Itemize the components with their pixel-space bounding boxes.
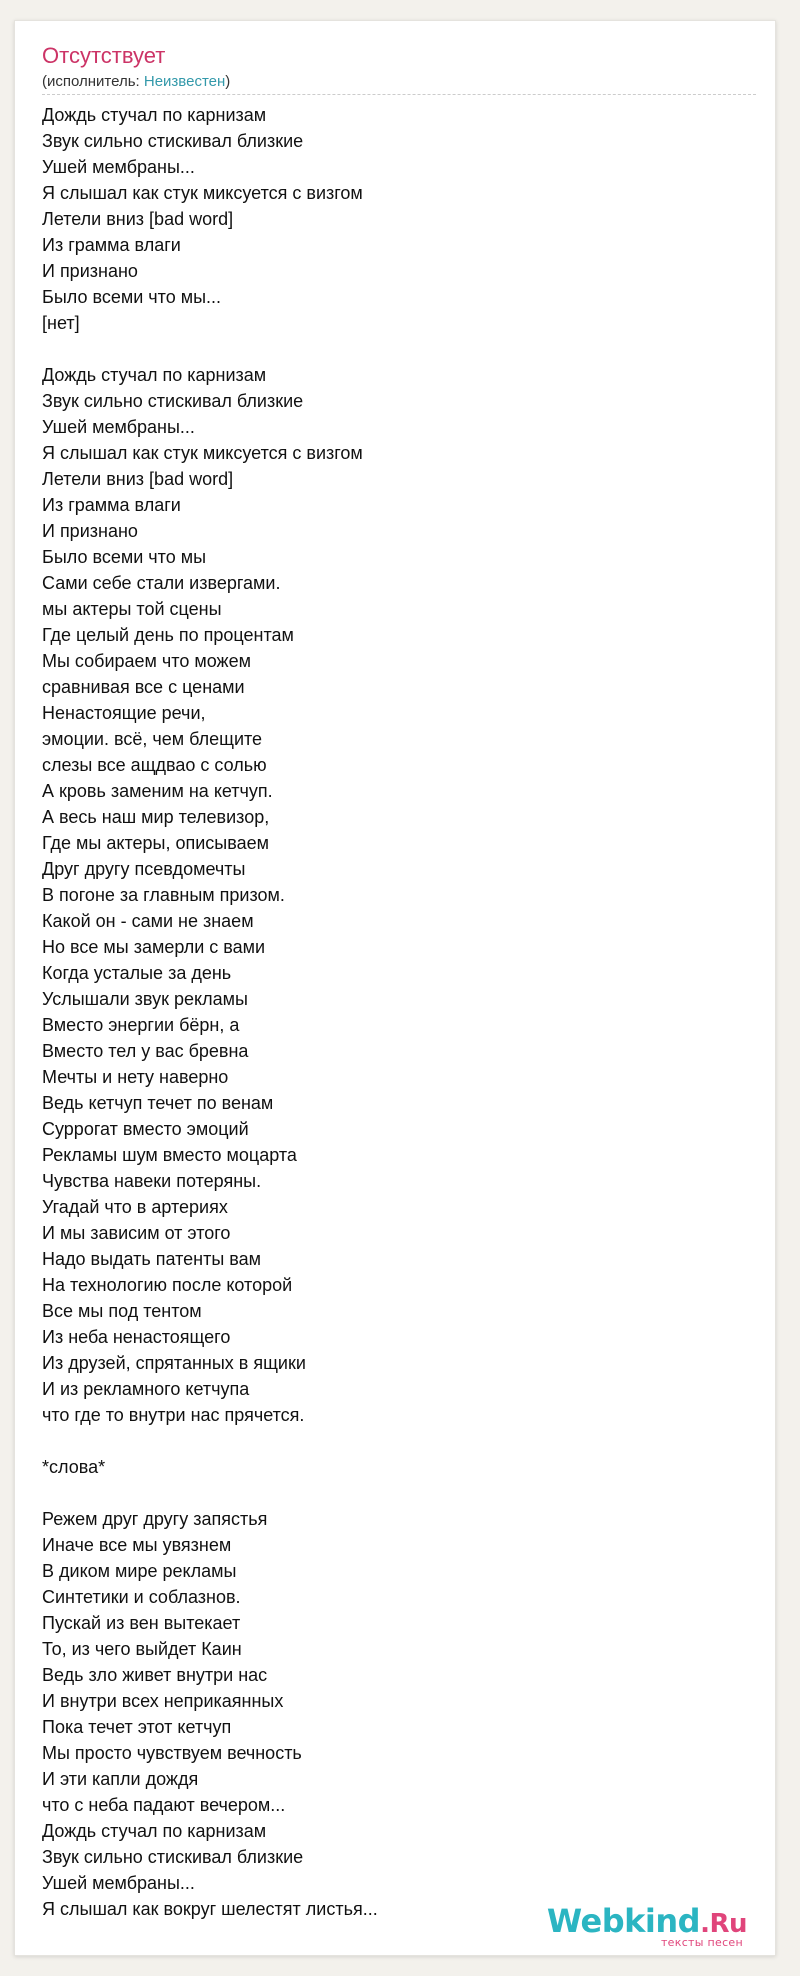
artist-prefix: (исполнитель: xyxy=(42,73,144,90)
lyric-line: Синтетики и соблазнов. xyxy=(42,1587,241,1607)
artist-suffix: ) xyxy=(225,73,231,90)
lyric-line: Надо выдать патенты вам xyxy=(42,1249,262,1269)
lyric-line: В погоне за главным призом. xyxy=(42,885,285,905)
lyric-line: *слова* xyxy=(42,1457,106,1477)
lyric-line: [нет] xyxy=(42,313,80,333)
lyric-line: Звук сильно стискивал близкие xyxy=(42,391,304,411)
lyric-line: А весь наш мир телевизор, xyxy=(42,807,270,827)
lyric-line: И внутри всех неприкаянных xyxy=(42,1691,284,1711)
lyric-line: Из неба ненастоящего xyxy=(42,1327,231,1347)
lyric-line: И мы зависим от этого xyxy=(42,1223,231,1243)
lyric-line: Рекламы шум вместо моцарта xyxy=(42,1145,297,1165)
lyric-line: Я слышал как стук миксуется с визгом xyxy=(42,183,363,203)
lyric-line: Дождь стучал по карнизам xyxy=(42,1821,267,1841)
logo-main-text: Webkind xyxy=(546,1902,701,1940)
lyric-line: Ушей мембраны... xyxy=(42,157,195,177)
lyric-line: Режем друг другу запястья xyxy=(42,1509,268,1529)
lyric-line: Летели вниз [bad word] xyxy=(42,469,234,489)
lyric-line: Летели вниз [bad word] xyxy=(42,209,234,229)
header-divider xyxy=(42,94,756,95)
artist-link[interactable]: Неизвестен xyxy=(143,73,226,90)
lyric-line: Пускай из вен вытекает xyxy=(42,1613,241,1633)
lyric-line: Мы просто чувствуем вечность xyxy=(42,1743,302,1763)
lyrics-text xyxy=(42,102,742,1922)
lyric-line: Ведь зло живет внутри нас xyxy=(42,1665,268,1685)
lyric-line: Все мы под тентом xyxy=(42,1301,202,1321)
lyric-line: Ненастоящие речи, xyxy=(42,703,206,723)
lyric-line: Но все мы замерли с вами xyxy=(42,937,266,957)
lyric-line xyxy=(42,336,742,362)
lyric-line: слезы все ащдвао с солью xyxy=(42,755,267,775)
content-card xyxy=(14,20,776,1956)
lyric-line: Иначе все мы увязнем xyxy=(42,1535,232,1555)
lyric-line: Дождь стучал по карнизам xyxy=(42,365,267,385)
lyric-line: Ушей мембраны... xyxy=(42,417,195,437)
lyric-line: И признано xyxy=(42,261,138,281)
song-title: Отсутствует xyxy=(42,43,166,68)
lyric-line: Я слышал как стук миксуется с визгом xyxy=(42,443,363,463)
lyric-line: И из рекламного кетчупа xyxy=(42,1379,250,1399)
lyric-line: Из грамма влаги xyxy=(42,495,181,515)
lyric-line: что с неба падают вечером... xyxy=(42,1795,286,1815)
lyric-line: сравнивая все с ценами xyxy=(42,677,245,697)
lyric-line xyxy=(42,1480,742,1506)
lyric-line: В диком мире рекламы xyxy=(42,1561,237,1581)
lyric-line: Из грамма влаги xyxy=(42,235,181,255)
lyric-line: что где то внутри нас прячется. xyxy=(42,1405,305,1425)
lyric-line: Вместо энергии бёрн, а xyxy=(42,1015,240,1035)
lyric-line: Ушей мембраны... xyxy=(42,1873,195,1893)
lyric-line: Дождь стучал по карнизам xyxy=(42,105,267,125)
artist-line xyxy=(42,73,230,91)
lyric-line: Ведь кетчуп течет по венам xyxy=(42,1093,274,1113)
lyric-line: Сами себе стали извергами. xyxy=(42,573,281,593)
logo-subtitle: тексты песен xyxy=(660,1936,743,1949)
lyric-line: Звук сильно стискивал близкие xyxy=(42,131,304,151)
lyric-line: На технологию после которой xyxy=(42,1275,293,1295)
lyric-line: Пока течет этот кетчуп xyxy=(42,1717,232,1737)
lyric-line: А кровь заменим на кетчуп. xyxy=(42,781,273,801)
lyric-line: Какой он - сами не знаем xyxy=(42,911,254,931)
lyric-line: Вместо тел у вас бревна xyxy=(42,1041,249,1061)
lyric-line: мы актеры той сцены xyxy=(42,599,222,619)
lyric-line: Суррогат вместо эмоций xyxy=(42,1119,249,1139)
lyric-line xyxy=(42,1428,742,1454)
lyric-line: Мечты и нету наверно xyxy=(42,1067,229,1087)
lyric-line: Друг другу псевдомечты xyxy=(42,859,246,879)
lyric-line: Звук сильно стискивал близкие xyxy=(42,1847,304,1867)
lyric-line: Где мы актеры, описываем xyxy=(42,833,269,853)
lyric-line: То, из чего выйдет Каин xyxy=(42,1639,242,1659)
lyric-line: Я слышал как вокруг шелестят листья... xyxy=(42,1899,378,1919)
lyric-line: И эти капли дождя xyxy=(42,1769,199,1789)
lyric-line: Мы собираем что можем xyxy=(42,651,251,671)
webkind-logo[interactable] xyxy=(546,1902,747,1949)
lyric-line: Услышали звук рекламы xyxy=(42,989,248,1009)
lyric-line: Было всеми что мы... xyxy=(42,287,222,307)
lyric-line: Было всеми что мы xyxy=(42,547,207,567)
lyric-line: Из друзей, спрятанных в ящики xyxy=(42,1353,306,1373)
logo-suffix-text: .Ru xyxy=(700,1909,747,1939)
lyric-line: Когда усталые за день xyxy=(42,963,232,983)
lyric-line: И признано xyxy=(42,521,138,541)
lyric-line: Чувства навеки потеряны. xyxy=(42,1171,262,1191)
lyric-line: Угадай что в артериях xyxy=(42,1197,228,1217)
lyric-line: Где целый день по процентам xyxy=(42,625,294,645)
lyric-line: эмоции. всё, чем блещите xyxy=(42,729,263,749)
